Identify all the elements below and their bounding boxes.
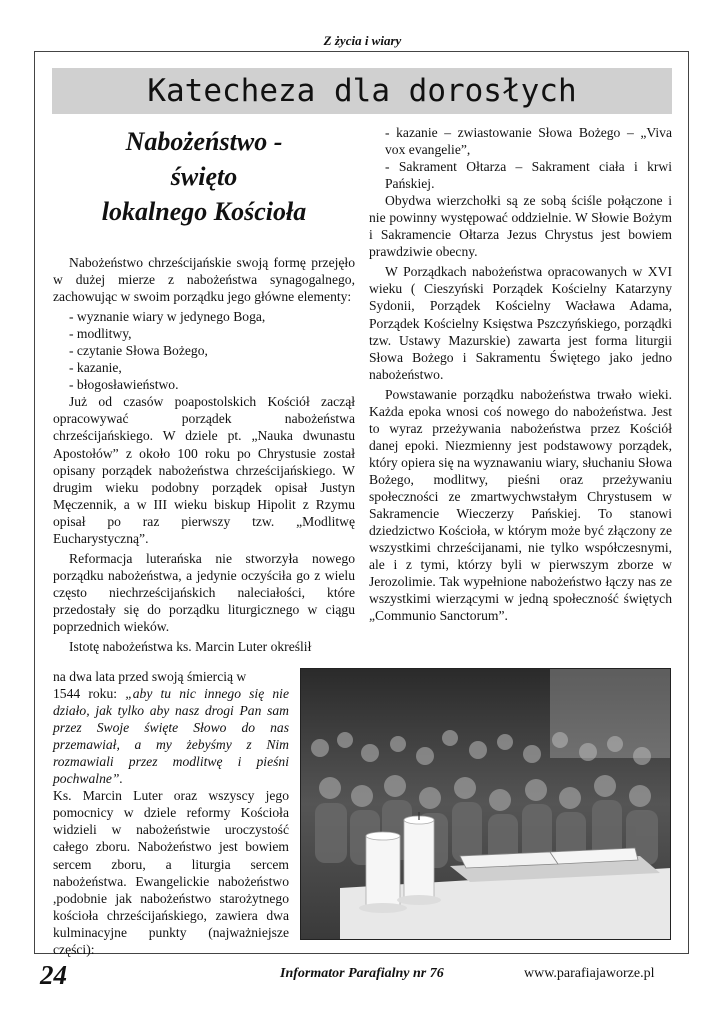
list-item: - modlitwy, xyxy=(69,326,132,342)
candle-right xyxy=(397,812,441,905)
list-item: - błogosławieństwo. xyxy=(69,377,179,393)
publication-name: Informator Parafialny nr 76 xyxy=(280,966,444,981)
banner-title: Katecheza dla dorosłych xyxy=(147,73,577,109)
section-header: Z życia i wiary xyxy=(323,33,402,48)
paragraph: Obydwa wierzchołki są ze sobą ściśle połączone i nie powinny występować oddzielnie. W Słowie Bożym i Sakramencie Ołtarza Jezus Chrystus jest bowiem prawdziwie obecny. xyxy=(369,193,672,260)
article-title xyxy=(53,124,355,229)
paragraph: Już od czasów poapostolskich Kościół zaczął opracowywać porządek nabożeństwa chrześcijańskiego. W dziele pt. „Nauka dwunastu Apostołów” z około 100 roku po Chrystusie został opisany porządek nabożeństwa chrześcijańskiego. W drugim wieku podobny porządek opisał Justyn Męczennik, a w III wieku biskup Hipolit z Rzymu opisał po raz pierwszy tzw. „Modlitwę Eucharystyczną”. xyxy=(53,394,355,546)
list-item: - czytanie Słowa Bożego, xyxy=(69,343,208,359)
article-title-line-2: święto xyxy=(170,162,238,191)
list-item: - kazanie, xyxy=(69,360,122,376)
article-title-line-3: lokalnego Kościoła xyxy=(101,197,307,226)
article-title-line-1: Nabożeństwo - xyxy=(125,127,283,156)
narrow-column xyxy=(53,668,289,958)
page-number: 24 xyxy=(40,960,67,990)
paragraph: Powstawanie porządku nabożeństwa trwało wieki. Każda epoka wnosi coś nowego do nabożeństwa. Jest to wyraz przeżywania nabożeństwa przez Kościół danej epoki. Niezmienny jest podstawowy porządek, który opiera się na wyznawaniu wiary, słuchaniu Słowa Bożego, modlitwy, pieśni oraz przeżywaniu społeczności ze zmartwychwstałym Chrystusem w Sakramencie Wieczerzy Pańskiej. To stanowi dziedzictwo Kościoła, w którym może być złączony ze wszystkimi chrześcijanami, nie tylko współczesnymi, ale i z tymi, którzy byli w pierwszym zborze w Jerozolimie. Tak wypełnione nabożeństwo łączy nas ze wszystkimi wierzącymi w jedną społeczność świętych „Communio Sanctorum”. xyxy=(369,386,672,624)
luther-quote: „aby tu nic innego się nie działo, jak tylko aby nasz drogi Pan sam przez Swoje święte Słowo do nas przemawiał, a my żebyśmy z Nim rozmawiali przez modlitwę i pieśni pochwalne”. xyxy=(53,686,289,787)
left-column xyxy=(53,254,355,655)
paragraph: Nabożeństwo chrześcijańskie swoją formę przejęło w dużej mierze z nabożeństwa synagogalnego, zachowując w swoim porządku jego główne elementy: xyxy=(53,255,355,305)
right-column xyxy=(369,124,672,627)
quote-lead: 1544 roku: xyxy=(53,686,118,702)
paragraph: Ks. Marcin Luter oraz wszyscy jego pomocnicy w dziele reformy Kościoła widzieli w nabożeństwie uroczystość całego zboru. Nabożeństwo jest bowiem sercem zboru, a liturgia sercem nabożeństwa. Ewangelickie nabożeństwo ,podobnie jak nabożeństwo starożytnego kościoła chrześcijańskiego, zawiera dwa kulminacyjne punkty (najważniejsze części): xyxy=(53,788,289,957)
list-item: - wyznanie wiary w jedynego Boga, xyxy=(69,309,266,325)
list-item: - kazanie – zwiastowanie Słowa Bożego – „Viva vox evangelie”, xyxy=(385,125,672,158)
paragraph: Istotę nabożeństwa ks. Marcin Luter określił xyxy=(69,639,312,655)
banner xyxy=(52,68,672,114)
paragraph: W Porządkach nabożeństwa opracowanych w XVI wieku ( Cieszyński Porządek Kościelny Katarzyny Sydonii, Porządek Kościelny Wacława Adama, Porządek Kościelny Księstwa Pszczyńskiego, porządki tzw. Ustawy Mazurskie) zawarta jest forma liturgii Słowa Bożego i Sakramentu Świętego jako jedno nabożeństwo. xyxy=(369,264,672,382)
congregation-photo xyxy=(300,668,671,940)
list-item: - Sakrament Ołtarza – Sakrament ciała i krwi Pańskiej. xyxy=(385,159,672,192)
paragraph-line: na dwa lata przed swoją śmiercią w xyxy=(53,669,247,684)
paragraph: Reformacja luterańska nie stworzyła nowego porządku nabożeństwa, a jedynie oczyściła go z wielu często niechrześcijańskich naleciałości, które przedostały się do porządku liturgicznego w ciągu poprzednich wieków. xyxy=(53,550,355,634)
website-url: www.parafiajaworze.pl xyxy=(524,966,655,981)
quote-paragraph xyxy=(53,685,289,787)
